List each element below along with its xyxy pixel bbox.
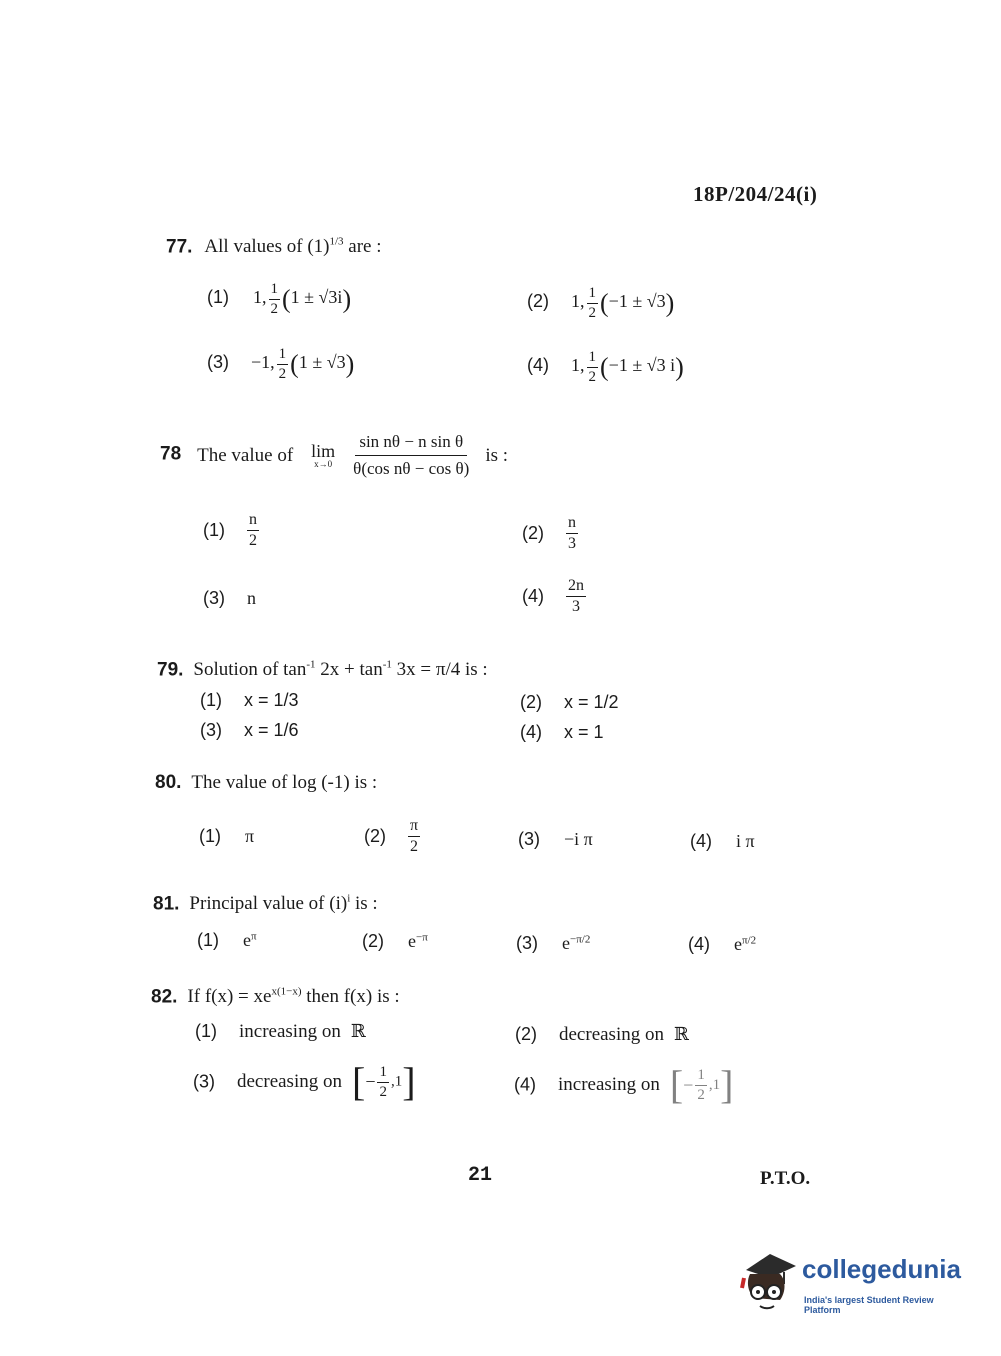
- q80-option-3[interactable]: (3) −i π: [518, 829, 593, 849]
- pto-label: P.T.O.: [760, 1168, 811, 1189]
- question-81: [153, 893, 378, 915]
- q80-option-1[interactable]: (1) π: [199, 826, 255, 846]
- q79-option-2[interactable]: (2) x = 1/2: [520, 692, 619, 712]
- mascot-icon: [740, 1248, 800, 1312]
- question-number: 82.: [151, 986, 178, 1008]
- question-number: 79.: [157, 659, 184, 681]
- q82-option-3[interactable]: (3) decreasing on [− $\frac{1}{2}$ ,1]: [193, 1059, 416, 1104]
- logo-tagline: India's largest Student Review Platform: [804, 1295, 934, 1315]
- question-text: If $f(x) = xe^{x(1-x)}$ then f(x) is :: [187, 986, 400, 1008]
- q82-option-2[interactable]: (2) decreasing on ℝ: [515, 1024, 689, 1045]
- logo-name: collegedunia: [802, 1254, 961, 1284]
- page-number: 21: [468, 1164, 493, 1187]
- question-77: [166, 236, 382, 258]
- q81-option-4[interactable]: (4) $e^{\pi/2}$: [688, 934, 757, 954]
- limit-operator: lim x→0: [311, 441, 336, 470]
- question-text: The value of log (-1) is :: [191, 772, 378, 793]
- question-78: 78 The value of lim x→0 $\frac{\text{sin nθ − n sin θ}}{\text{θ(cos nθ − cos θ)}}$ is :: [160, 432, 509, 479]
- q78-option-2[interactable]: (2) $\frac{n}{3}$: [522, 514, 576, 552]
- q81-option-2[interactable]: (2) $e^{-\pi}$: [362, 931, 428, 951]
- question-text: Solution of $\tan^{-1} 2x + \tan^{-1} 3x = \pi/4$ is :: [193, 659, 488, 681]
- question-80: [155, 772, 377, 794]
- q77-option-1[interactable]: (1) 1, $\frac{1}{2}$ (1 ± √3i): [207, 281, 352, 317]
- q81-option-3[interactable]: (3) $e^{-\pi/2}$: [516, 933, 591, 953]
- q77-option-2[interactable]: (2) 1, $\frac{1}{2}$ (−1 ± √3): [527, 285, 675, 321]
- collegedunia-logo: [740, 1248, 970, 1318]
- question-text: Principal value of $(i)^i$ is :: [189, 893, 378, 915]
- q80-option-2[interactable]: (2) $\frac{\pi}{2}$: [364, 817, 419, 855]
- paper-code: 18P/204/24(i): [693, 182, 818, 206]
- question-82: [151, 986, 400, 1008]
- q82-option-4[interactable]: (4) increasing on [− $\frac{1}{2}$ ,1]: [514, 1062, 734, 1107]
- question-number: 77.: [166, 236, 193, 258]
- question-79: [157, 659, 488, 681]
- q77-option-3[interactable]: (3) −1, $\frac{1}{2}$ (1 ± √3): [207, 346, 355, 382]
- q78-option-1[interactable]: (1) $\frac{n}{2}$: [203, 511, 257, 549]
- q80-option-4[interactable]: (4) i π: [690, 831, 755, 851]
- q78-option-4[interactable]: (4) $\frac{2n}{3}$: [522, 577, 584, 615]
- question-number: 78: [160, 443, 182, 465]
- question-text: All values of $(1)^{1/3}$ are :: [204, 236, 382, 258]
- q81-option-1[interactable]: (1) $e^\pi$: [197, 930, 257, 950]
- q79-option-4[interactable]: (4) x = 1: [520, 722, 604, 742]
- q82-option-1[interactable]: (1) increasing on ℝ: [195, 1021, 366, 1042]
- limit-expression: $\frac{\text{sin nθ − n sin θ}}{\text{θ(cos nθ − cos θ)}}$: [353, 432, 470, 479]
- q79-option-3[interactable]: (3) x = 1/6: [200, 720, 299, 740]
- q77-option-4[interactable]: (4) 1, $\frac{1}{2}$ (−1 ± √3 i): [527, 349, 684, 385]
- q78-option-3[interactable]: (3) n: [203, 588, 256, 608]
- question-number: 80.: [155, 772, 182, 793]
- q79-option-1[interactable]: (1) x = 1/3: [200, 690, 299, 710]
- question-number: 81.: [153, 893, 180, 915]
